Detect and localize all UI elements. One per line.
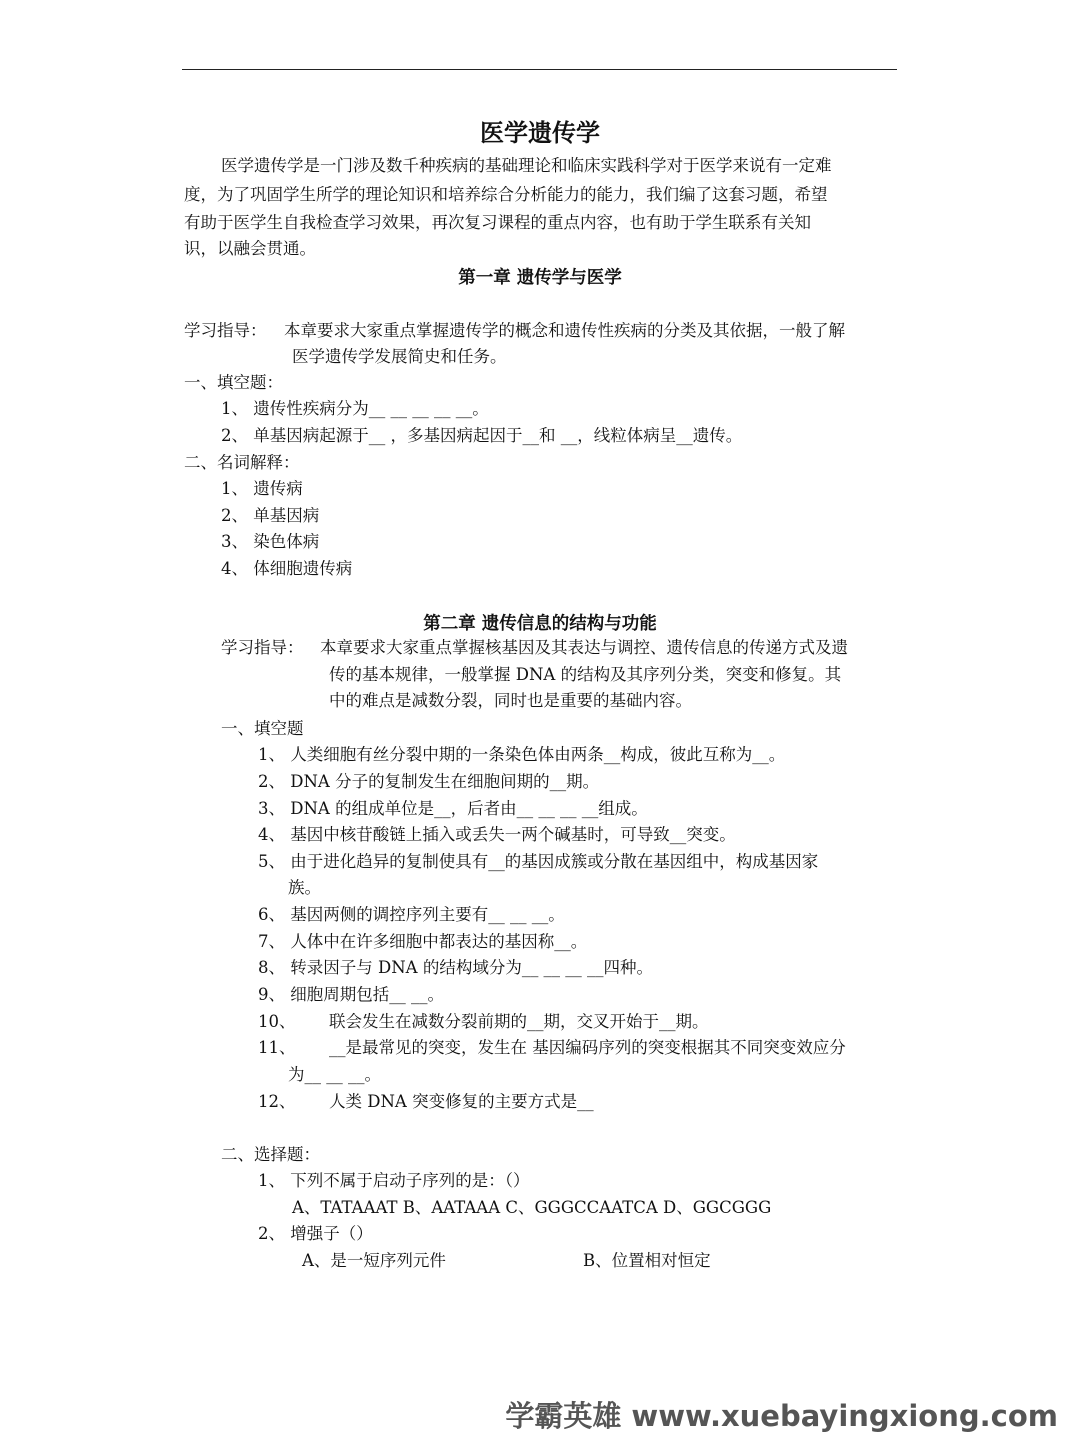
chapter2-fill-item: 8、 转录因子与 DNA 的结构域分为__ __ __ __四种。 [258,958,654,977]
header-rule [182,69,897,70]
chapter2-fill-item: 1、 人类细胞有丝分裂中期的一条染色体由两条__构成，彼此互称为__。 [258,745,786,764]
chapter1-term-item: 3、 染色体病 [221,532,320,551]
intro-line-2: 度，为了巩固学生所学的理论知识和培养综合分析能力的能力，我们编了这套习题，希望 [184,185,828,204]
chapter2-fill-item-text: 人类 DNA 突变修复的主要方式是__ [329,1092,594,1111]
chapter2-fill-item: 4、 基因中核苷酸链上插入或丢失一两个碱基时，可导致__突变。 [258,825,736,844]
chapter2-fill-item-text: __是最常见的突变，发生在 基因编码序列的突变根据其不同突变效应分 [329,1038,846,1057]
intro-line-4: 识，以融会贯通。 [184,239,316,258]
chapter1-term-item: 4、 体细胞遗传病 [221,559,353,578]
chapter1-fill-heading: 一、填空题： [184,373,283,392]
chapter2-fill-item-cont: 族。 [288,878,321,897]
chapter1-term-item: 2、 单基因病 [221,506,320,525]
chapter2-fill-heading: 一、填空题 [221,719,304,738]
choice-question-2: 2、 增强子（） [258,1224,373,1243]
page-title: 医学遗传学 [480,118,600,147]
chapter2-fill-item-number: 12、 [258,1092,296,1111]
chapter2-fill-item-number: 10、 [258,1012,296,1031]
intro-line-1: 医学遗传学是一门涉及数千种疾病的基础理论和临床实践科学对于医学来说有一定难 [221,156,832,175]
chapter2-fill-item-number: 11、 [258,1038,296,1057]
chapter2-guide-line-3: 中的难点是减数分裂，同时也是重要的基础内容。 [329,691,692,710]
chapter1-term-item: 1、 遗传病 [221,479,303,498]
chapter1-heading: 第一章 遗传学与医学 [458,268,622,288]
chapter2-fill-item-cont: 为__ __ __。 [288,1065,381,1084]
choice-question-2-option-a: A、是一短序列元件 [302,1251,446,1270]
chapter1-guide-line-1: 本章要求大家重点掌握遗传学的概念和遗传性疾病的分类及其依据，一般了解 [284,321,845,340]
chapter2-guide-label: 学习指导： [221,638,304,657]
chapter2-fill-item: 6、 基因两侧的调控序列主要有__ __ __。 [258,905,565,924]
watermark: 学霸英雄 www.xuebayingxiong.com [505,1399,1058,1433]
chapter2-guide-line-2: 传的基本规律，一般掌握 DNA 的结构及其序列分类，突变和修复。其 [329,665,842,684]
chapter1-fill-item: 2、 单基因病起源于__ ，多基因病起因于__和 __，线粒体病呈__遗传。 [221,426,743,445]
chapter2-fill-item: 5、 由于进化趋异的复制使具有__的基因成簇或分散在基因组中，构成基因家 [258,852,819,871]
chapter1-guide-label: 学习指导： [184,321,267,340]
chapter1-guide-line-2: 医学遗传学发展简史和任务。 [292,347,507,366]
choice-question-2-option-b: B、位置相对恒定 [583,1251,711,1270]
chapter2-fill-item: 2、 DNA 分子的复制发生在细胞间期的__期。 [258,772,600,791]
chapter2-fill-item-text: 联会发生在减数分裂前期的__期，交叉开始于__期。 [329,1012,709,1031]
chapter2-choice-heading: 二、选择题： [221,1145,320,1164]
chapter2-heading: 第二章 遗传信息的结构与功能 [423,614,657,634]
chapter1-terms-heading: 二、名词解释： [184,453,300,472]
chapter2-guide-line-1: 本章要求大家重点掌握核基因及其表达与调控、遗传信息的传递方式及遗 [320,638,848,657]
choice-question-1: 1、 下列不属于启动子序列的是：（） [258,1171,530,1190]
chapter2-fill-item: 3、 DNA 的组成单位是__，后者由__ __ __ __组成。 [258,799,648,818]
chapter1-fill-item: 1、 遗传性疾病分为__ __ __ __ __。 [221,399,489,418]
chapter2-fill-item: 7、 人体中在许多细胞中都表达的基因称__。 [258,932,588,951]
chapter2-fill-item: 9、 细胞周期包括__ __。 [258,985,444,1004]
intro-line-3: 有助于医学生自我检查学习效果，再次复习课程的重点内容，也有助于学生联系有关知 [184,213,811,232]
choice-question-1-options: A、TATAAAT B、AATAAA C、GGGCCAATCA D、GGCGGG [292,1198,772,1217]
